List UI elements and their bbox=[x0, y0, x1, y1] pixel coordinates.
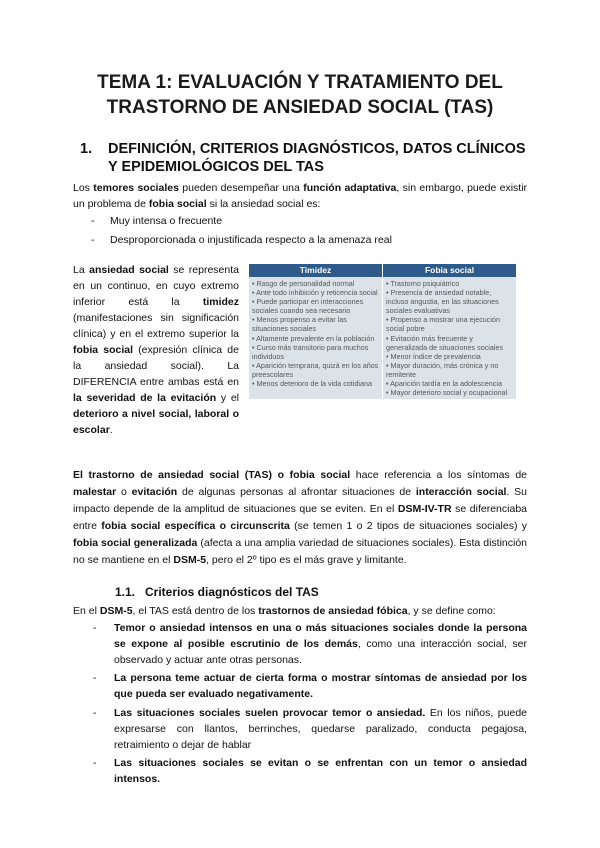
anxiety-continuum-text: La ansiedad social se representa en un continuo, en cuyo extremo inferior está la timidez (manifestaciones sin significación clínica) y en el extremo superior la fobia social (expresión clínica de la ansiedad social). La DIFERENCIA entre ambas está en la severidad de la evitación y el deterioro a nivel social, laboral o escolar. bbox=[73, 264, 240, 436]
criteria-item: - Las situaciones sociales suelen provocar temor o ansiedad. En los niños, puede expresarse con llantos, berrinches, quedarse paralizado, conducta pegajosa, retraimiento o dejar de hablar bbox=[93, 707, 528, 751]
timidez-column: • Rasgo de personalidad normal • Ante todo inhibición y reticencia social • Puede participar en interacciones sociales cuando sea necesario • Menos propenso a evitar las situaciones sociales • Altamente prevalente en la población • Curso más transitorio para muchos individuos • Aparición temprana, quizá en los años preescolares • Menos deterioro de la vida cotidiana bbox=[249, 277, 383, 399]
subsection-number: 1.1. bbox=[115, 585, 136, 599]
page-title: TEMA 1: EVALUACIÓN Y TRATAMIENTO DEL TRASTORNO DE ANSIEDAD SOCIAL (TAS) bbox=[97, 72, 503, 118]
comparison-table bbox=[249, 264, 517, 399]
document-page: TEMA 1: EVALUACIÓN Y TRATAMIENTO DEL TRASTORNO DE ANSIEDAD SOCIAL (TAS) 1. DEFINICIÓN, CRITERIOS DIAGNÓSTICOS, DATOS CLÍNICOS Y EPIDEMIOLÓGICOS DEL TAS Los temores sociales pueden desempeñar una función adaptativa, sin embargo, puede existir un problema de fobia social si la ansiedad social es: - Muy intensa o frecuente - Desproporcionada o injustificada respecto a la amenaza real La ansiedad social se representa en un continuo, en cuyo extremo inferior está la timidez (manifestaciones sin significación clínica) y en el extremo superior la fobia social (expresión clínica de la ansiedad social). La DIFERENCIA entre ambas está en la severidad de la evitación y el deterioro a nivel social, laboral o escolar. Timidez Fobia social • Rasgo de personalidad normal • Ante todo inhibición y reticencia social • Puede participar en interacciones sociales cuando sea necesario • Menos propenso a evitar las situaciones sociales • Altamente prevalente en la población • Curso más transitorio para muchos individuos • Aparición temprana, quizá en los años preescolares • Menos deterioro de la vida cotidiana • Trastorno psiquiátrico • Presencia de ansiedad notable, incluso angustia, en las situaciones sociales evaluativas • Propenso a mostrar una ejecución social pobre • Evitación más frecuente y generalizada de situaciones sociales • Menor índice de prevalencia • Mayor duración, más crónica y no remitente • Aparición tardía en la adolescencia • Mayor deterioro social y ocupacional El trastorno de ansiedad social (TAS) o fobia social hace referencia a los síntomas de malestar o evitación de algunas personas al afrontar situaciones de interacción social. Su impacto depende de la amplitud de situaciones que se eviten. En el DSM-IV-TR se diferenciaba entre fobia social específica o circunscrita (se temen 1 o 2 tipos de situaciones sociales) y fobia social generalizada (afecta a una amplia variedad de situaciones sociales). Esta distinción no se mantiene en el DSM-5, pero el 2º tipo es el más grave y limitante. 1.1. Criterios diagnósticos del TAS En el DSM-5, el TAS está dentro de los trastornos de ansiedad fóbica, y se define como: - Temor o ansiedad intensos en una o más situaciones sociales donde la persona se expone al posible escrutinio de los demás, como una interacción social, ser observado y actuar ante otras personas. - La persona teme actuar de cierta forma o mostrar síntomas de ansiedad por los que pueda ser evaluado negativamente. - Las situaciones sociales suelen provocar temor o ansiedad. En los niños, puede expresarse con llantos, berrinches, quedarse paralizado, conducta pegajosa, retraimiento o dejar de hablar - Las situaciones sociales se evitan o se enfrentan con un temor o ansiedad intensos. bbox=[0, 0, 600, 848]
tas-paragraph: El trastorno de ansiedad social (TAS) o fobia social hace referencia a los síntomas de malestar o evitación de algunas personas al afrontar situaciones de interacción social. Su impacto depende de la amplitud de situaciones que se eviten. En el DSM-IV-TR se diferenciaba entre fobia social específica o circunscrita (se temen 1 o 2 tipos de situaciones sociales) y fobia social generalizada (afecta a una amplia variedad de situaciones sociales). Esta distinción no se mantiene en el DSM-5, pero el 2º tipo es el más grave y limitante. bbox=[73, 469, 528, 566]
table-header-fobia-social: Fobia social bbox=[383, 264, 517, 277]
criteria-item: - La persona teme actuar de cierta forma o mostrar síntomas de ansiedad por los que pueda ser evaluado negativamente. bbox=[93, 672, 527, 700]
fobia-column: • Trastorno psiquiátrico • Presencia de ansiedad notable, incluso angustia, en las situaciones sociales evaluativas • Propenso a mostrar una ejecución social pobre • Evitación más frecuente y generalizada de situaciones sociales • Menor índice de prevalencia • Mayor duración, más crónica y no remitente • Aparición tardía en la adolescencia • Mayor deterioro social y ocupacional bbox=[383, 277, 517, 399]
table-header-timidez: Timidez bbox=[249, 264, 383, 277]
subsection-title: Criterios diagnósticos del TAS bbox=[145, 585, 319, 599]
dsm-intro: En el DSM-5, el TAS está dentro de los trastornos de ansiedad fóbica, y se define como: bbox=[73, 605, 496, 617]
section-number: 1. bbox=[80, 141, 93, 157]
section-title: DEFINICIÓN, CRITERIOS DIAGNÓSTICOS, DATOS CLÍNICOS Y EPIDEMIOLÓGICOS DEL TAS bbox=[108, 141, 526, 175]
criteria-item: - Las situaciones sociales se evitan o se enfrentan con un temor o ansiedad intensos. bbox=[93, 757, 527, 785]
criteria-item: - Temor o ansiedad intensos en una o más situaciones sociales donde la persona se expone al posible escrutinio de los demás, como una interacción social, ser observado y actuar ante otras personas. bbox=[93, 622, 527, 666]
intro-paragraph: Los temores sociales pueden desempeñar una función adaptativa, sin embargo, puede existir un problema de fobia social si la ansiedad social es: bbox=[73, 182, 528, 210]
